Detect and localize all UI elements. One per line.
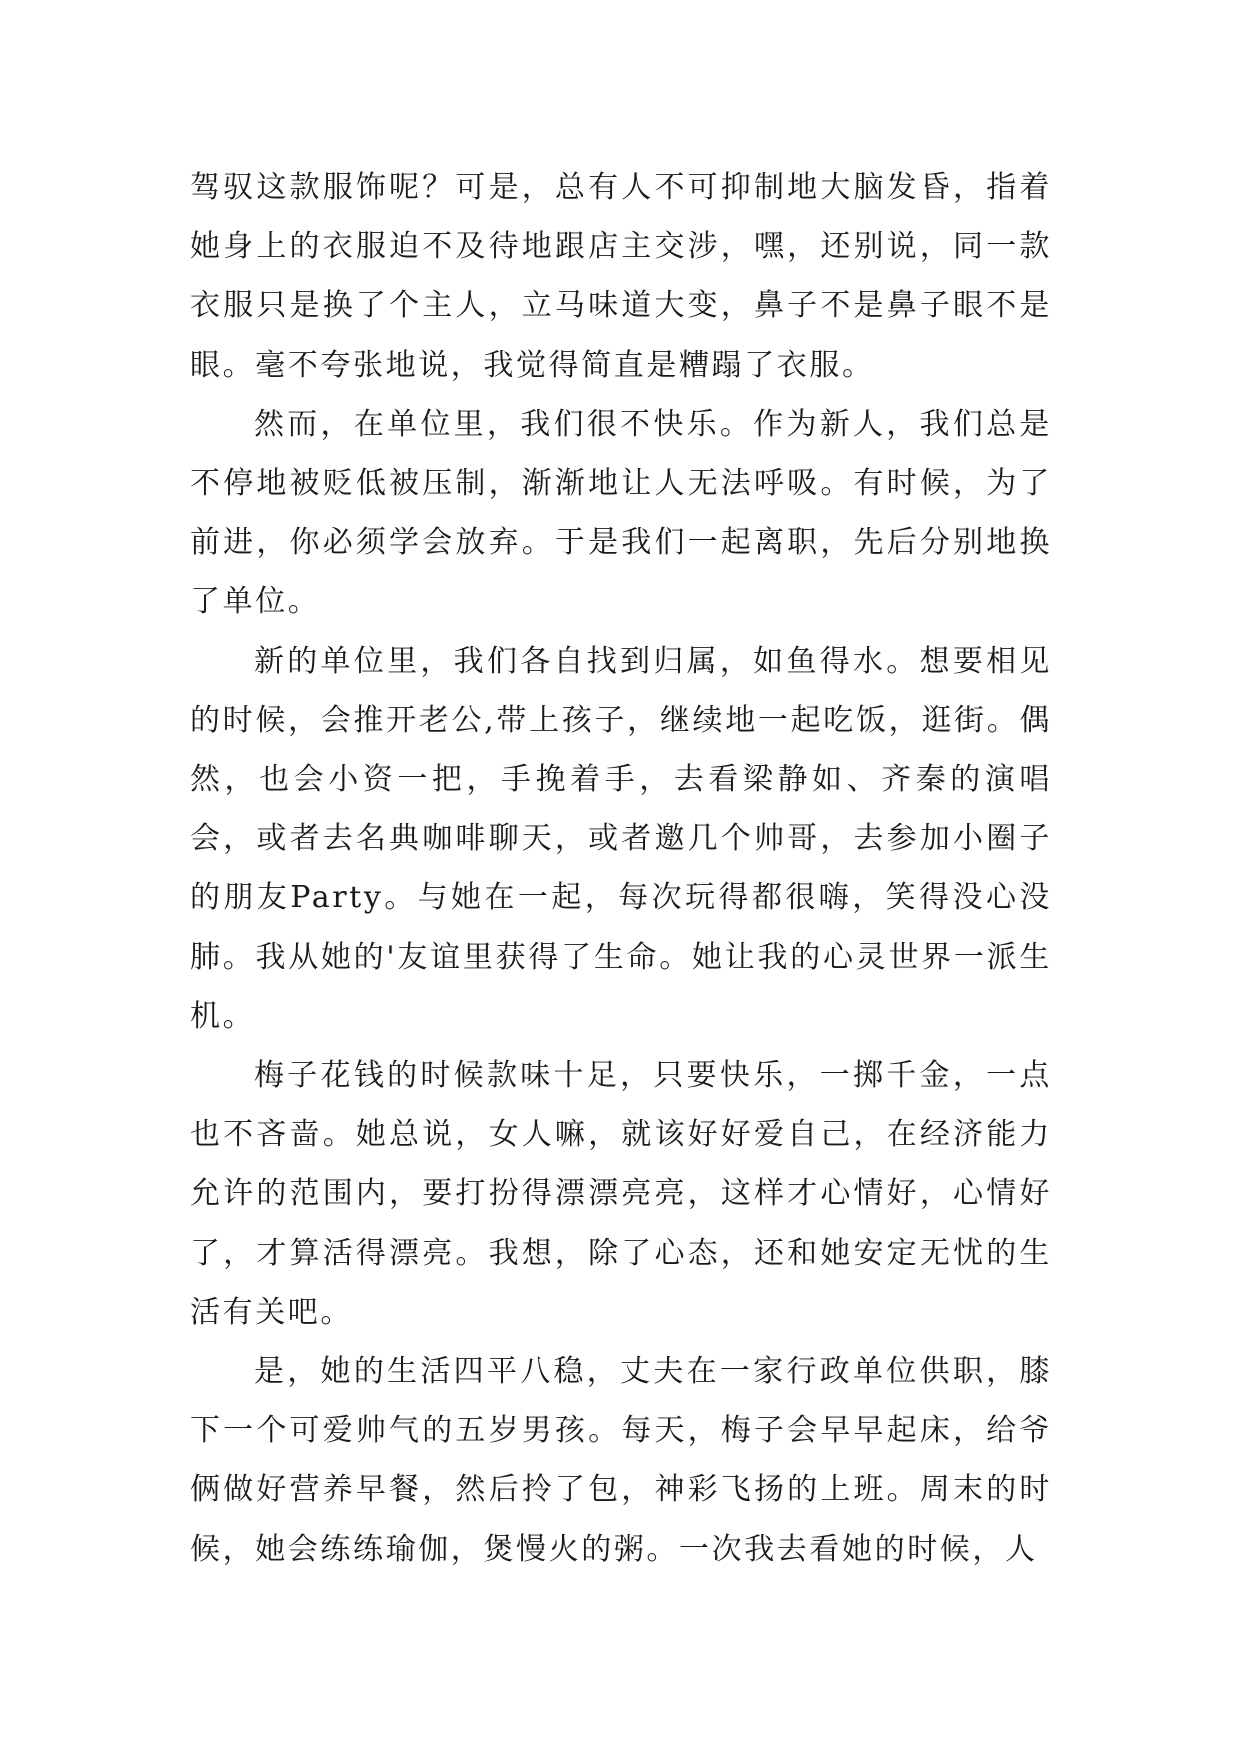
paragraph-3: 新的单位里，我们各自找到归属，如鱼得水。想要相见的时候，会推开老公,带上孩子，继续地一起吃饭，逛街。偶然，也会小资一把，手挽着手，去看梁静如、齐秦的演唱会，或者去名典咖啡聊天，或者邀几个帅哥，去参加小圈子的朋友Party。与她在一起，每次玩得都很嗨，笑得没心没肺。我从她的'友谊里获得了生命。她让我的心灵世界一派生机。 (190, 643, 1052, 1034)
paragraph-4: 梅子花钱的时候款味十足，只要快乐，一掷千金，一点也不吝啬。她总说，女人嘛，就该好好爱自己，在经济能力允许的范围内，要打扮得漂漂亮亮，这样才心情好，心情好了，才算活得漂亮。我想，除了心态，还和她安定无忧的生活有关吧。 (190, 1058, 1052, 1330)
body-text (190, 158, 1052, 1579)
paragraph-1: 驾驭这款服饰呢？可是，总有人不可抑制地大脑发昏，指着她身上的衣服迫不及待地跟店主交涉，嘿，还别说，同一款衣服只是换了个主人，立马味道大变，鼻子不是鼻子眼不是眼。毫不夸张地说，我觉得简直是糟蹋了衣服。 (190, 170, 1052, 383)
paragraph-5: 是，她的生活四平八稳，丈夫在一家行政单位供职，膝下一个可爱帅气的五岁男孩。每天，梅子会早早起床，给爷俩做好营养早餐，然后拎了包，神彩飞扬的上班。周末的时候，她会练练瑜伽，煲慢火的粥。一次我去看她的时候，人 (190, 1354, 1052, 1567)
paragraph-2: 然而，在单位里，我们很不快乐。作为新人，我们总是不停地被贬低被压制，渐渐地让人无法呼吸。有时候，为了前进，你必须学会放弃。于是我们一起离职，先后分别地换了单位。 (190, 406, 1052, 620)
